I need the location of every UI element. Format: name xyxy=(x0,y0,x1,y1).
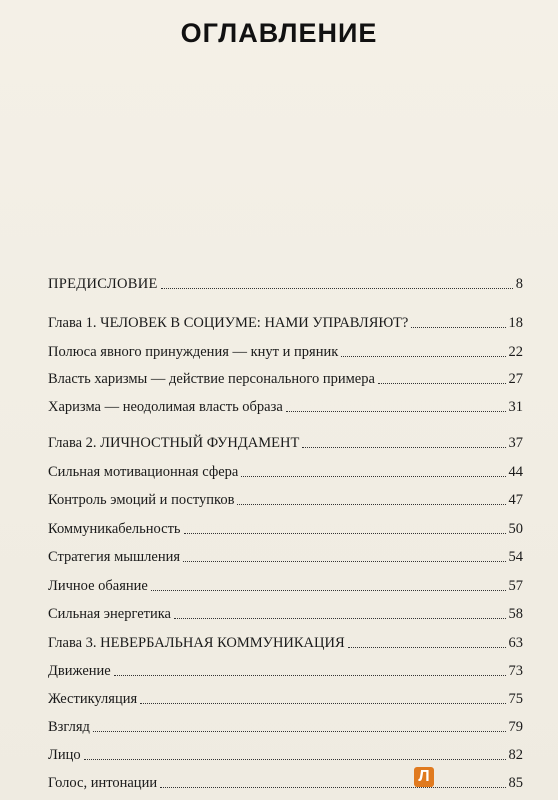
dot-leader xyxy=(302,446,505,448)
toc-entry xyxy=(48,430,523,452)
toc-entry xyxy=(48,658,523,680)
dot-leader xyxy=(411,326,505,328)
dot-leader xyxy=(184,532,506,534)
toc-entry xyxy=(48,310,523,332)
toc-entry-label: Личное обаяние xyxy=(48,578,148,594)
dot-leader xyxy=(161,287,513,289)
toc-entry xyxy=(48,630,523,652)
dot-leader xyxy=(160,786,505,788)
toc-entry xyxy=(48,770,523,792)
toc-page-number: 47 xyxy=(508,492,523,508)
toc-entry-label: Харизма — неодолимая власть образа xyxy=(48,399,283,415)
toc-page-number: 18 xyxy=(508,315,523,331)
toc-entry-label: Власть харизмы — действие персонального примера xyxy=(48,371,375,387)
page-title: ОГЛАВЛЕНИЕ xyxy=(180,18,378,48)
toc-entry-label: Сильная мотивационная сфера xyxy=(48,464,239,480)
toc-entry xyxy=(48,487,523,509)
toc-page-number: 75 xyxy=(508,691,523,707)
toc-entry xyxy=(48,516,523,538)
toc-page-number: 37 xyxy=(508,435,523,451)
toc-page-number: 50 xyxy=(508,521,523,537)
toc-page-number: 57 xyxy=(508,578,523,594)
toc-entry-label: Голос, интонации xyxy=(48,775,158,791)
toc-page-number: 63 xyxy=(508,635,523,651)
toc-entry xyxy=(48,573,523,595)
toc-entry xyxy=(48,601,523,623)
toc-page-number: 22 xyxy=(508,344,523,360)
toc-entry-label: Лицо xyxy=(48,747,81,763)
dot-leader xyxy=(93,730,506,732)
dot-leader xyxy=(183,560,505,562)
toc-entry-label: Сильная энергетика xyxy=(48,606,171,622)
toc-entry xyxy=(48,714,523,736)
toc-entry-label: Взгляд xyxy=(48,719,90,735)
toc-page-number: 73 xyxy=(508,663,523,679)
toc-entry xyxy=(48,271,523,293)
dot-leader xyxy=(84,758,506,760)
toc-page-number: 31 xyxy=(508,399,523,415)
toc-page-number: 58 xyxy=(508,606,523,622)
publisher-logo-icon: Л xyxy=(414,767,434,787)
toc-entry-label: Глава 1. ЧЕЛОВЕК В СОЦИУМЕ: НАМИ УПРАВЛЯЮТ? xyxy=(48,315,409,331)
toc-page-number: 79 xyxy=(508,719,523,735)
toc-entry-label: Глава 2. ЛИЧНОСТНЫЙ ФУНДАМЕНТ xyxy=(48,435,300,451)
toc-entry xyxy=(48,544,523,566)
toc-entry-label: Контроль эмоций и поступков xyxy=(48,492,235,508)
dot-leader xyxy=(151,589,506,591)
toc-entry-label: Полюса явного принуждения — кнут и пряник xyxy=(48,344,339,360)
toc-entry xyxy=(48,366,523,388)
dot-leader xyxy=(114,674,506,676)
toc-page-number: 82 xyxy=(508,747,523,763)
toc-entry-label: Движение xyxy=(48,663,111,679)
toc-entry-label: ПРЕДИСЛОВИЕ xyxy=(48,276,158,292)
dot-leader xyxy=(348,646,506,648)
toc-entry-label: Коммуникабельность xyxy=(48,521,181,537)
toc-page-number: 44 xyxy=(508,464,523,480)
dot-leader xyxy=(341,355,505,357)
dot-leader xyxy=(378,382,506,384)
toc-entry-label: Глава 3. НЕВЕРБАЛЬНАЯ КОММУНИКАЦИЯ xyxy=(48,635,345,651)
dot-leader xyxy=(174,617,506,619)
dot-leader xyxy=(286,410,506,412)
toc-entry xyxy=(48,339,523,361)
toc-page-number: 8 xyxy=(515,276,523,292)
toc-entry xyxy=(48,686,523,708)
toc-page-number: 54 xyxy=(508,549,523,565)
dot-leader xyxy=(241,475,505,477)
toc-entry-label: Стратегия мышления xyxy=(48,549,181,565)
toc-entry xyxy=(48,459,523,481)
dot-leader xyxy=(237,503,505,505)
toc-page-number: 27 xyxy=(508,371,523,387)
dot-leader xyxy=(140,702,505,704)
toc-page-number: 85 xyxy=(508,775,523,791)
toc-entry-label: Жестикуляция xyxy=(48,691,138,707)
toc-entry xyxy=(48,742,523,764)
toc-entry xyxy=(48,394,523,416)
